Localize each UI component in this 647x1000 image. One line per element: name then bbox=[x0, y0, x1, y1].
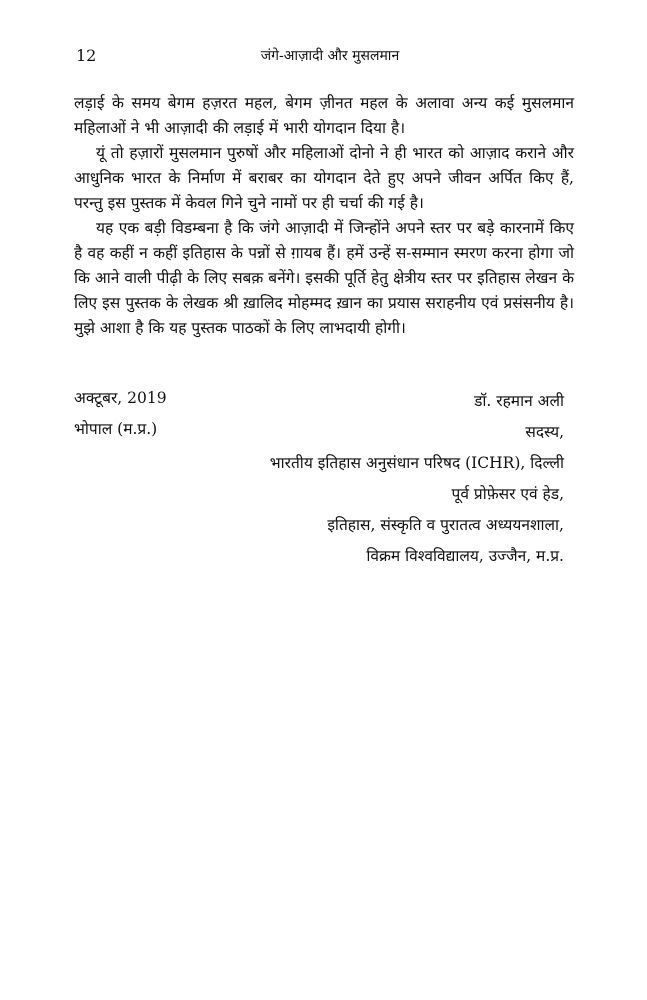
paragraph-1: लड़ाई के समय बेगम हज़रत महल, बेगम ज़ीनत महल के अलावा अन्य कई मुसलमान महिलाओं ने भी आज़ादी की लड़ाई में भारी योगदान दिया है। bbox=[74, 94, 574, 137]
place-line: भोपाल (म.प्र.) bbox=[74, 420, 158, 438]
paragraph-2: यूं तो हज़ारों मुसलमान पुरुषों और महिलाओं दोनो ने ही भारत को आज़ाद कराने और आधुनिक भारत के निर्माण में बराबर का योगदान देते हुए अपने जीवन अर्पित किए हैं, परन्तु इस पुस्तक में केवल गिने चुने नामों पर ही चर्चा की गई है। bbox=[74, 144, 574, 212]
signatory-title-5: विक्रम विश्वविद्यालय, उज्जैन, म.प्र. bbox=[366, 547, 564, 565]
paragraph-3: यह एक बड़ी विडम्बना है कि जंगे आज़ादी में जिन्होंने अपने स्तर पर बड़े कारनामें किए है वह कहीं न कहीं इतिहास के पन्नों से ग़ायब हैं। हमें उन्हें स-सम्मान स्मरण करना होगा जो कि आने वाली पीढ़ी के लिए सबक़ बनेंगे। इसकी पूर्ति हेतु क्षेत्रीय स्तर पर इतिहास लेखन के लिए इस पुस्तक के लेखक श्री ख़ालिद मोहम्मद ख़ान का प्रयास सराहनीय एवं प्रसंसनीय है। मुझे आशा है कि यह पुस्तक पाठकों के लिए लाभदायी होगी। bbox=[74, 219, 574, 337]
date-line: अक्टूबर, 2019 bbox=[74, 389, 167, 407]
signatory-name: डॉ. रहमान अली bbox=[474, 392, 564, 410]
body-text bbox=[74, 91, 574, 341]
signatory-title-3: पूर्व प्रोफ़ेसर एवं हेड, bbox=[451, 485, 564, 503]
running-header-title: जंगे-आज़ादी और मुसलमान bbox=[260, 48, 400, 64]
signature-block bbox=[204, 386, 564, 572]
signatory-title-2: भारतीय इतिहास अनुसंधान परिषद (ICHR), दिल्ली bbox=[269, 454, 564, 472]
page-number: 12 bbox=[76, 46, 97, 65]
signatory-title-1: सदस्य, bbox=[525, 423, 564, 441]
signatory-title-4: इतिहास, संस्कृति व पुरातत्व अध्ययनशाला, bbox=[327, 516, 564, 534]
